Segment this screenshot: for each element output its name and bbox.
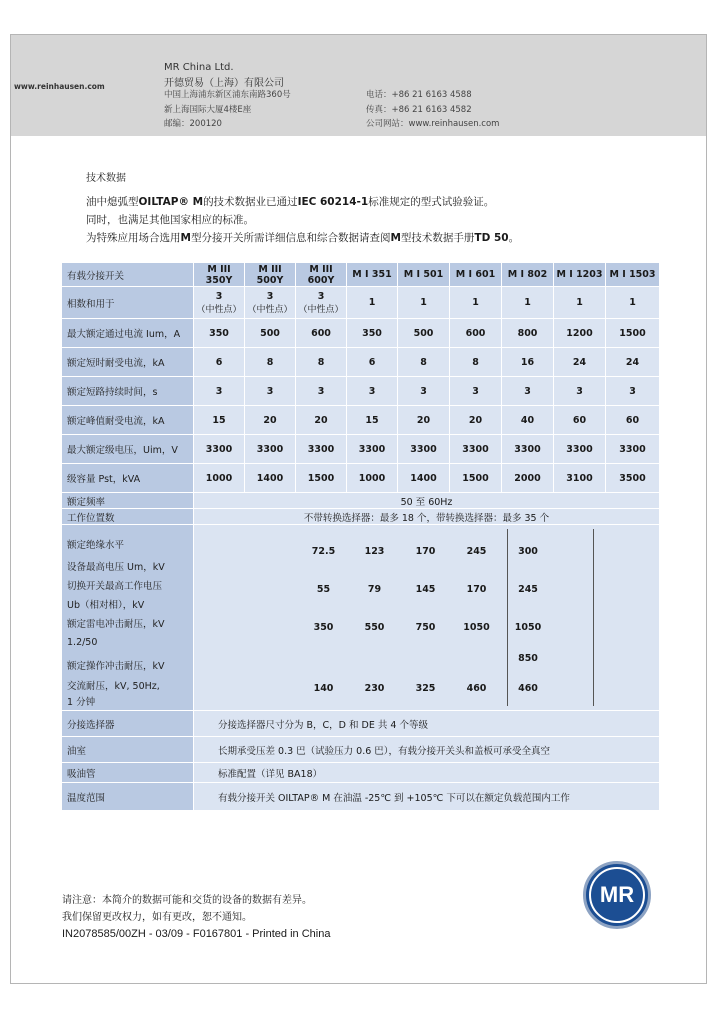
doc-code: IN2078585/00ZH - 03/09 - F0167801 - Printed in China bbox=[62, 928, 331, 940]
intro-line-2: 同时，也满足其他国家相应的标准。 bbox=[86, 214, 254, 226]
value-cell: 20 bbox=[450, 406, 502, 435]
phone: 电话：+86 21 6163 4588 bbox=[366, 90, 472, 100]
value-cell: 15 bbox=[194, 406, 245, 435]
value-cell: 1500 bbox=[450, 464, 502, 493]
row-label: 最大额定级电压，Uim，V bbox=[62, 435, 194, 464]
model-cell: M I 1503 bbox=[606, 263, 660, 287]
selector-value: 分接选择器尺寸分为 B，C，D 和 DE 共 4 个等级 bbox=[194, 711, 660, 737]
value-cell: 170 bbox=[415, 545, 436, 557]
row-label: 温度范围 bbox=[62, 783, 194, 811]
value-cell: 500 bbox=[245, 319, 296, 348]
insulation-grid bbox=[194, 613, 659, 641]
value-cell bbox=[349, 644, 400, 672]
value-cell: 600 bbox=[296, 319, 347, 348]
table-row bbox=[62, 493, 660, 509]
value-cell: 24 bbox=[554, 348, 606, 377]
value-cell: 3300 bbox=[502, 435, 554, 464]
divider bbox=[507, 529, 508, 706]
value-cell: 3 bbox=[502, 377, 554, 406]
value-cell: 300 bbox=[518, 545, 538, 557]
value-cell: 3300 bbox=[245, 435, 296, 464]
table-row bbox=[62, 263, 660, 287]
table-row bbox=[62, 377, 660, 406]
table-row bbox=[62, 783, 660, 811]
value-cell: 24 bbox=[606, 348, 660, 377]
value-cell: 8 bbox=[245, 348, 296, 377]
section-title: 技术数据 bbox=[86, 173, 126, 184]
value-cell: 1 bbox=[502, 287, 554, 319]
table-row bbox=[62, 763, 660, 783]
value-cell bbox=[400, 644, 451, 672]
table-row bbox=[62, 737, 660, 763]
table-row bbox=[62, 711, 660, 737]
table-row bbox=[62, 348, 660, 377]
value-cell: 8 bbox=[296, 348, 347, 377]
value-cell: 170 bbox=[466, 583, 487, 595]
model-cell: M I 501 bbox=[398, 263, 450, 287]
table-row bbox=[62, 319, 660, 348]
value-cell: 3 bbox=[606, 377, 660, 406]
value-cell: 8 bbox=[398, 348, 450, 377]
value-cell: 3500 bbox=[606, 464, 660, 493]
fax: 传真：+86 21 6163 4582 bbox=[366, 104, 472, 115]
table-row bbox=[62, 406, 660, 435]
value-cell: 3 bbox=[296, 377, 347, 406]
value-cell: 1 bbox=[450, 287, 502, 319]
value-cell: 3300 bbox=[194, 435, 245, 464]
value-cell: 1 bbox=[347, 287, 398, 319]
address-block bbox=[164, 88, 291, 132]
value-cell: 3 bbox=[554, 377, 606, 406]
value-cell: 3300 bbox=[398, 435, 450, 464]
value-cell: 79 bbox=[367, 583, 382, 595]
temperature-value: 有载分接开关 OILTAP® M 在油温 -25℃ 到 +105℃ 下可以在额定负载范围内工作 bbox=[194, 783, 660, 811]
value-cell: 3 （中性点） bbox=[296, 287, 347, 319]
model-cell: M I 1203 bbox=[554, 263, 606, 287]
row-label: 额定频率 bbox=[62, 493, 194, 509]
logo-text: MR bbox=[589, 867, 645, 923]
value-cell: 3100 bbox=[554, 464, 606, 493]
value-cell: 460 bbox=[518, 682, 538, 694]
row-label: 额定峰值耐受电流，kA bbox=[62, 406, 194, 435]
value-cell: 1500 bbox=[606, 319, 660, 348]
row-label: 有载分接开关 bbox=[62, 263, 194, 287]
contact-block bbox=[366, 88, 499, 132]
value-cell: 55 bbox=[316, 583, 331, 595]
value-cell bbox=[451, 644, 502, 672]
value-cell: 40 bbox=[502, 406, 554, 435]
table-row bbox=[62, 287, 660, 319]
value-cell: 123 bbox=[364, 545, 385, 557]
value-cell: 20 bbox=[398, 406, 450, 435]
value-cell: 550 bbox=[364, 621, 385, 633]
value-cell: 1050 bbox=[514, 621, 542, 633]
value-cell: 800 bbox=[502, 319, 554, 348]
table-row bbox=[62, 435, 660, 464]
table-row bbox=[62, 525, 660, 711]
value-cell: 3 bbox=[347, 377, 398, 406]
intro-line-3: 为特殊应用场合选用M型分接开关所需详细信息和综合数据请查阅M型技术数据手册TD 50。 bbox=[86, 232, 520, 244]
mr-logo bbox=[583, 861, 651, 929]
value-cell: 350 bbox=[194, 319, 245, 348]
value-cell: 3 bbox=[398, 377, 450, 406]
row-label: 1 分钟 bbox=[67, 697, 96, 708]
site-url: www.reinhausen.com bbox=[14, 82, 105, 91]
oil-value: 长期承受压差 0.3 巴（试验压力 0.6 巴），有载分接开关头和盖板可承受全真空 bbox=[194, 737, 660, 763]
header-band bbox=[11, 35, 706, 136]
value-cell: 350 bbox=[347, 319, 398, 348]
value-cell: 1400 bbox=[245, 464, 296, 493]
value-cell: 750 bbox=[415, 621, 436, 633]
frequency-value: 50 至 60Hz bbox=[194, 493, 660, 509]
row-label: 额定绝缘水平 bbox=[67, 540, 125, 551]
table-row bbox=[62, 464, 660, 493]
value-cell: 1 bbox=[606, 287, 660, 319]
row-label: Ub（相对相），kV bbox=[67, 600, 145, 611]
value-cell bbox=[298, 644, 349, 672]
value-cell: 3300 bbox=[296, 435, 347, 464]
value-cell: 850 bbox=[518, 652, 538, 664]
value-cell: 20 bbox=[245, 406, 296, 435]
insulation-grid bbox=[194, 537, 659, 565]
row-label: 分接选择器 bbox=[62, 711, 194, 737]
value-cell: 1200 bbox=[554, 319, 606, 348]
value-cell: 350 bbox=[313, 621, 334, 633]
value-cell: 1 bbox=[554, 287, 606, 319]
value-cell: 60 bbox=[606, 406, 660, 435]
row-label: 级容量 Pst，kVA bbox=[62, 464, 194, 493]
value-cell: 3300 bbox=[554, 435, 606, 464]
value-cell: 3 bbox=[194, 377, 245, 406]
model-cell: M I 802 bbox=[502, 263, 554, 287]
model-cell: M III 350Y bbox=[194, 263, 245, 287]
spec-table bbox=[61, 262, 660, 811]
row-label: 工作位置数 bbox=[62, 509, 194, 525]
row-label: 切换开关最高工作电压 bbox=[67, 581, 163, 592]
value-cell: 1050 bbox=[463, 621, 490, 633]
value-cell: 3 bbox=[450, 377, 502, 406]
row-label: 额定短路持续时间，s bbox=[62, 377, 194, 406]
insulation-labels bbox=[62, 525, 194, 711]
model-cell: M III 500Y bbox=[245, 263, 296, 287]
company-name-en: MR China Ltd. bbox=[164, 62, 234, 73]
model-cell: M I 351 bbox=[347, 263, 398, 287]
website: 公司网站：www.reinhausen.com bbox=[366, 119, 500, 129]
intro-text bbox=[86, 193, 519, 247]
value-cell: 600 bbox=[450, 319, 502, 348]
row-label: 额定雷电冲击耐压，kV bbox=[67, 619, 165, 630]
insulation-grid bbox=[194, 644, 659, 672]
value-cell: 245 bbox=[466, 545, 487, 557]
value-cell: 3300 bbox=[347, 435, 398, 464]
model-cell: M III 600Y bbox=[296, 263, 347, 287]
positions-value: 不带转换选择器：最多 18 个，带转换选择器：最多 35 个 bbox=[194, 509, 660, 525]
company-name-cn: 开德贸易（上海）有限公司 bbox=[164, 78, 284, 89]
value-cell: 3300 bbox=[606, 435, 660, 464]
insulation-values bbox=[194, 525, 660, 711]
value-cell: 245 bbox=[518, 583, 538, 595]
value-cell: 1500 bbox=[296, 464, 347, 493]
insulation-grid bbox=[194, 674, 659, 702]
value-cell: 1400 bbox=[398, 464, 450, 493]
address-line: 中国上海浦东新区浦东南路360号 bbox=[164, 90, 291, 100]
table-row bbox=[62, 509, 660, 525]
insulation-grid bbox=[194, 575, 659, 603]
footer-note-1: 请注意：本简介的数据可能和交货的设备的数据有差异。 bbox=[62, 895, 312, 906]
value-cell: 500 bbox=[398, 319, 450, 348]
divider bbox=[593, 529, 594, 706]
value-cell: 3 bbox=[245, 377, 296, 406]
value-cell: 72.5 bbox=[311, 545, 336, 557]
value-cell: 140 bbox=[313, 682, 334, 694]
row-label: 相数和用于 bbox=[62, 287, 194, 319]
value-cell: 3 （中性点） bbox=[194, 287, 245, 319]
row-label: 额定短时耐受电流，kA bbox=[62, 348, 194, 377]
row-label: 吸油管 bbox=[62, 763, 194, 783]
value-cell: 60 bbox=[554, 406, 606, 435]
row-label: 最大额定通过电流 Ium，A bbox=[62, 319, 194, 348]
value-cell: 325 bbox=[415, 682, 436, 694]
row-label: 1.2/50 bbox=[67, 636, 98, 648]
value-cell: 2000 bbox=[502, 464, 554, 493]
suction-value: 标准配置（详见 BA18） bbox=[194, 763, 660, 783]
value-cell: 1000 bbox=[194, 464, 245, 493]
value-cell: 460 bbox=[466, 682, 487, 694]
value-cell: 145 bbox=[415, 583, 436, 595]
footer-notes bbox=[62, 892, 330, 943]
value-cell: 1000 bbox=[347, 464, 398, 493]
address-line: 邮编：200120 bbox=[164, 119, 222, 129]
address-line: 新上海国际大厦4楼E座 bbox=[164, 104, 252, 115]
value-cell: 16 bbox=[502, 348, 554, 377]
value-cell: 3300 bbox=[450, 435, 502, 464]
value-cell: 3 （中性点） bbox=[245, 287, 296, 319]
value-cell: 20 bbox=[296, 406, 347, 435]
value-cell: 1 bbox=[398, 287, 450, 319]
value-cell: 6 bbox=[194, 348, 245, 377]
value-cell: 8 bbox=[450, 348, 502, 377]
row-label: 设备最高电压 Um，kV bbox=[67, 562, 165, 573]
row-label: 额定操作冲击耐压，kV bbox=[67, 661, 165, 672]
row-label: 交流耐压，kV, 50Hz, bbox=[67, 681, 160, 692]
row-label: 油室 bbox=[62, 737, 194, 763]
value-cell: 230 bbox=[364, 682, 385, 694]
value-cell: 15 bbox=[347, 406, 398, 435]
intro-line-1: 油中熄弧型OILTAP® M的技术数据业已通过IEC 60214-1标准规定的型式试验验证。 bbox=[86, 196, 495, 208]
value-cell: 6 bbox=[347, 348, 398, 377]
model-cell: M I 601 bbox=[450, 263, 502, 287]
footer-note-2: 我们保留更改权力，如有更改，恕不通知。 bbox=[62, 912, 252, 923]
